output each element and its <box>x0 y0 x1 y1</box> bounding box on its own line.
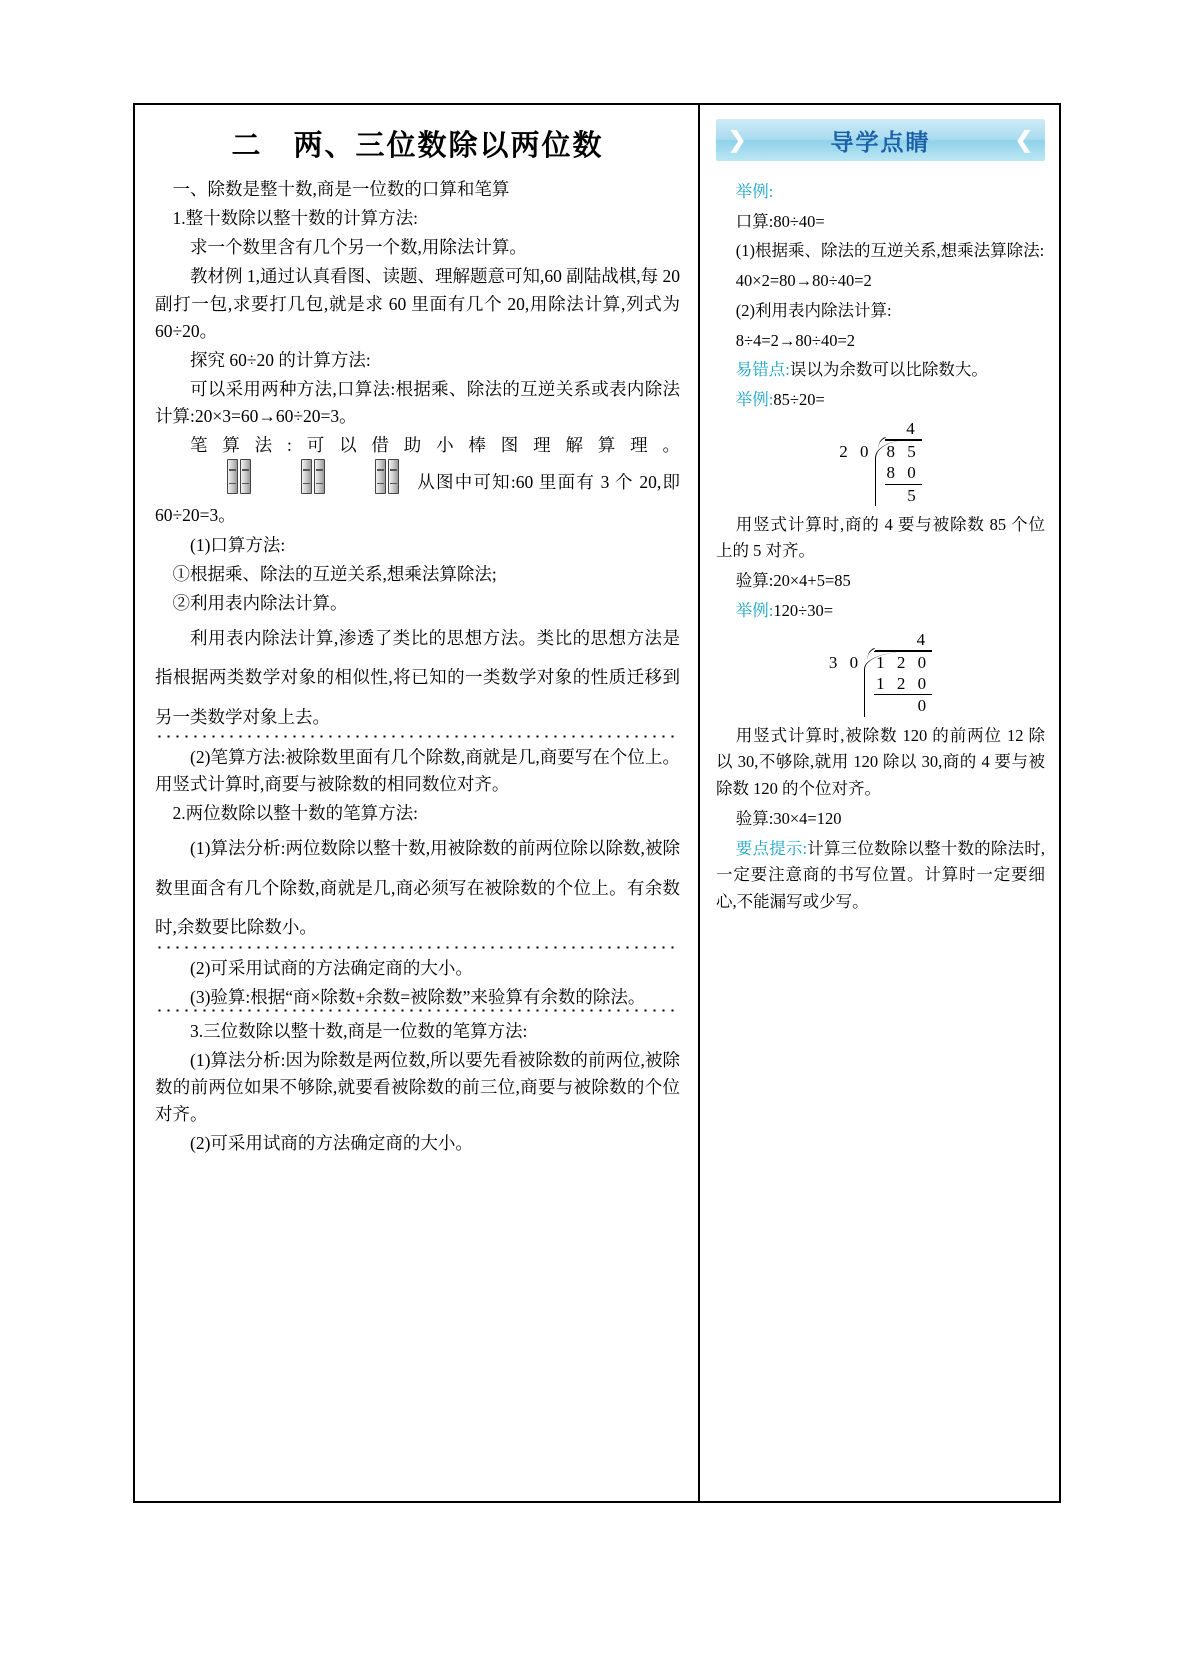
oral-method-step-1-calc: 40×2=80→80÷40=2 <box>735 271 872 291</box>
stick <box>388 459 399 494</box>
sidebar-banner-title: 导学点睛 <box>830 128 931 155</box>
error-text: 误以为余数可以比除数大。 <box>789 360 988 380</box>
stick-group <box>340 459 401 502</box>
sidebar-column <box>700 105 1059 1501</box>
division-1-note: 用竖式计算时,商的 4 要与被除数 85 个位上的 5 对齐。 <box>716 514 1045 561</box>
key-tip-block <box>716 836 1045 916</box>
example-tag-label-2: 举例: <box>735 600 774 620</box>
algorithm-analysis-1: (1)算法分析:两位数除以整十数,用被除数的前两位除以除数,被除数里面含有几个除数,商就是几,商必须写在被除数的个位上。有余数时,余数要比除数小。 <box>155 829 680 952</box>
oral-method-step-2: (2)利用表内除法计算: <box>735 300 892 320</box>
example-1-text: 教材例 1,通过认真看图、读题、理解题意可知,60 副陆战棋,每 20 副打一包,求要打几包,就是求 60 里面有几个 20,用除法计算,列式为 60÷20。 <box>155 266 680 341</box>
example-tag-1 <box>716 179 1045 206</box>
subsection-2: 2.两位数除以整十数的笔算方法: <box>172 803 418 824</box>
division-1-check: 验算:20×4+5=85 <box>735 571 851 591</box>
stick <box>240 459 251 494</box>
stick-conclusion: 从图中可知:60 里面有 3 个 20,即 60÷20=3。 <box>155 472 680 526</box>
written-method-heading: (2)笔算方法:被除数里面有几个除数,商就是几,商要写在个位上。用竖式计算时,商要与被除数的相同数位对齐。 <box>155 747 680 795</box>
rule-text: 求一个数里含有几个另一个数,用除法计算。 <box>190 237 527 258</box>
tag-label: 举例: <box>735 182 774 201</box>
tip-text: 计算三位数除以整十数的除法时,一定要注意商的书写位置。计算时一定要细心,不能漏写或少写。 <box>716 838 1046 911</box>
stick <box>301 459 312 494</box>
algorithm-analysis-2: (1)算法分析:因为除数是两位数,所以要先看被除数的前两位,被除数的前两位如果不够除,就要看被除数的前三位,商要与被除数的个位对齐。 <box>155 1049 680 1125</box>
division-1-bracket <box>875 440 922 506</box>
example-expr-1: 85÷20= <box>773 390 825 410</box>
example-expr-2: 120÷30= <box>773 600 834 620</box>
trial-quotient-2: (2)可采用试商的方法确定商的大小。 <box>190 1133 473 1154</box>
division-2-bracket <box>864 651 932 717</box>
oral-method-step-2-calc: 8÷4=2→80÷40=2 <box>735 330 856 350</box>
division-1-remainder: 5 <box>907 485 920 505</box>
division-1-subtrahend: 8 0 <box>885 462 922 484</box>
oral-method-item-2: ②利用表内除法计算。 <box>172 592 348 613</box>
oral-method-step-1: (1)根据乘、除法的互逆关系,想乘法算除法: <box>735 241 1045 261</box>
stick <box>314 459 325 494</box>
error-tag-label: 易错点: <box>735 360 790 380</box>
example-block-2 <box>716 598 1045 625</box>
chevron-left-icon: ❯ <box>728 127 747 152</box>
division-1-divisor: 2 0 <box>839 442 873 461</box>
written-method-label: 笔算法:可以借助小棒图理解算理。 <box>190 435 680 456</box>
division-2-dividend: 1 2 0 <box>876 652 931 672</box>
counting-sticks-figure <box>157 459 414 502</box>
stick <box>227 459 238 494</box>
chevron-right-icon: ❮ <box>1014 127 1033 152</box>
division-2-subtrahend: 1 2 0 <box>874 673 932 695</box>
section-heading-1: 一、除数是整十数,商是一位数的口算和笔算 <box>172 179 510 199</box>
written-method-text <box>155 432 680 529</box>
oral-method-heading: (1)口算方法: <box>190 534 286 555</box>
verification-rule: (3)验算:根据“商×除数+余数=被除数”来验算有余数的除法。 <box>155 984 680 1016</box>
stick <box>375 459 386 494</box>
oral-method-text: 可以采用两种方法,口算法:根据乘、除法的互逆关系或表内除法计算:20×3=60→60÷20=3。 <box>155 378 680 426</box>
trial-quotient-1: (2)可采用试商的方法确定商的大小。 <box>190 957 473 978</box>
division-2-divisor: 3 0 <box>828 652 863 672</box>
subsection-3: 3.三位数除以整十数,商是一位数的笔算方法: <box>190 1020 528 1041</box>
example-block-1 <box>716 387 1045 414</box>
tip-tag-label: 要点提示: <box>735 838 808 858</box>
oral-calc-expr: 口算:80÷40= <box>735 211 825 231</box>
document-page <box>133 103 1061 1503</box>
explore-text: 探究 60÷20 的计算方法: <box>190 349 371 370</box>
main-text-column <box>135 105 700 1501</box>
sidebar-banner <box>716 119 1045 161</box>
division-1-quotient: 4 <box>885 418 922 440</box>
common-error-block <box>716 357 1045 384</box>
division-2-note: 用竖式计算时,被除数 120 的前两位 12 除以 30,不够除,就用 120 除以 30,商的 4 要与被除数 120 的个位对齐。 <box>716 725 1045 799</box>
stick-group <box>192 459 253 502</box>
division-2-remainder: 0 <box>917 696 931 716</box>
long-division-1 <box>716 418 1045 506</box>
stick-group <box>266 459 327 502</box>
division-2-quotient: 4 <box>875 629 932 651</box>
division-1-dividend: 8 5 <box>886 442 920 461</box>
example-tag-label-1: 举例: <box>735 390 774 410</box>
long-division-2 <box>716 629 1045 717</box>
oral-method-item-1: ①根据乘、除法的互逆关系,想乘法算除法; <box>172 563 497 584</box>
analogy-text: 利用表内除法计算,渗透了类比的思想方法。类比的思想方法是指根据两类数学对象的相似性,将已知的一类数学对象的性质迁移到另一类数学对象上去。 <box>155 619 680 742</box>
subsection-1: 1.整十数除以整十数的计算方法: <box>172 208 418 229</box>
page-title: 二 两、三位数除以两位数 <box>231 130 604 162</box>
division-2-check: 验算:30×4=120 <box>735 808 842 828</box>
